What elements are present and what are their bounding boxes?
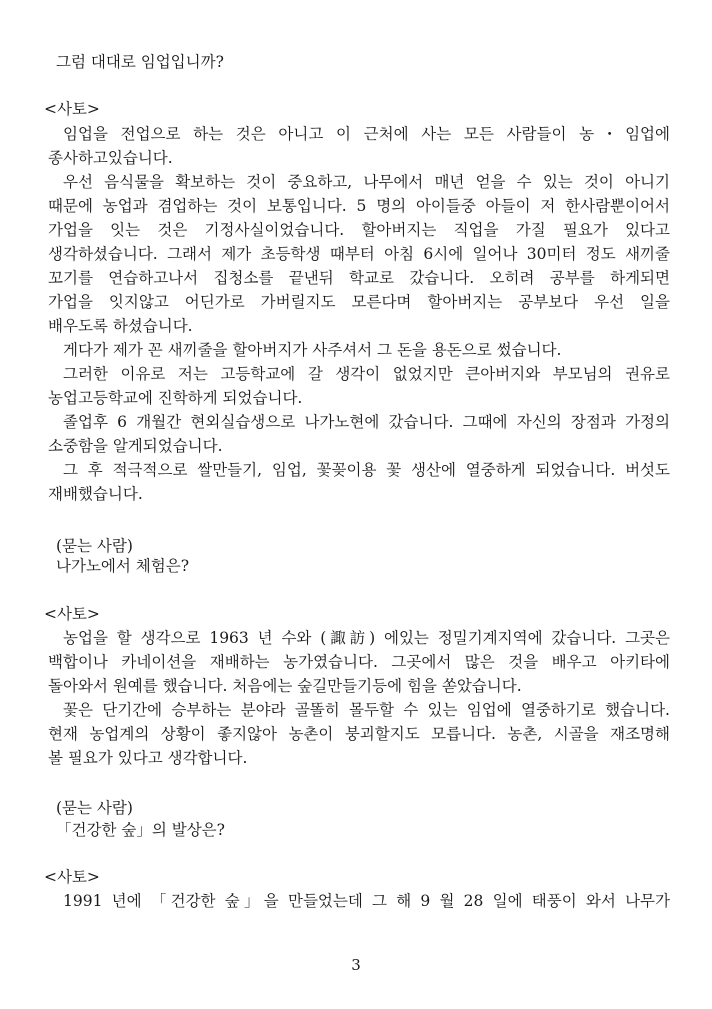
answer-line: 졸업후 6 개월간 현외실습생으로 나가노현에 갔습니다. 그때에 자신의 장점과 가정의 xyxy=(63,413,670,431)
page-number: 3 xyxy=(351,956,361,974)
question-text: 그럼 대대로 임업입니까? xyxy=(56,53,224,71)
answer-line: 그러한 이유로 저는 고등학교에 갈 생각이 없었지만 큰아버지와 부모님의 권유로 xyxy=(63,365,670,383)
speaker-label: <사토> xyxy=(44,868,100,886)
answer-line: 소중함을 알게되었습니다. xyxy=(48,437,223,455)
answer-line: 배우도록 하셨습니다. xyxy=(48,317,193,335)
answer-line: 임업을 전업으로 하는 것은 아니고 이 근처에 사는 모든 사람들이 농・임업에 xyxy=(63,125,670,143)
answer-line: 꼬기를 연습하고나서 집청소를 끝낸뒤 학교로 갔습니다. 오히려 공부를 하게되면 xyxy=(48,269,670,287)
answer-line: 농업을 할 생각으로 1963 년 수와 (諏訪) 에있는 정밀기계지역에 갔습니다. 그곳은 xyxy=(63,629,670,647)
question-text: 나가노에서 체험은? xyxy=(56,557,190,575)
answer-line: 그 후 적극적으로 쌀만들기, 임업, 꽃꽂이용 꽃 생산에 열중하게 되었습니다. 버섯도 xyxy=(63,461,670,479)
answer-line: 현재 농업계의 상황이 좋지않아 농촌이 붕괴할지도 모릅니다. 농촌, 시골을 재조명해 xyxy=(48,725,670,743)
answer-line: 재배했습니다. xyxy=(48,485,143,503)
question-text: 「건강한 숲」의 발상은? xyxy=(56,821,225,839)
answer-line: 게다가 제가 꼰 새끼줄을 할아버지가 사주셔서 그 돈을 용돈으로 썼습니다. xyxy=(63,341,562,359)
answer-line: 꽃은 단기간에 승부하는 분야라 골똘히 몰두할 수 있는 임업에 열중하기로 했습니다. xyxy=(63,701,670,719)
answer-line: 백합이나 카네이션을 재배하는 농가였습니다. 그곳에서 많은 것을 배우고 아키타에 xyxy=(48,653,670,671)
answer-line: 때문에 농업과 겸업하는 것이 보통입니다. 5 명의 아이들중 아들이 저 한사람뿐이어서 xyxy=(48,197,670,215)
answer-line: 볼 필요가 있다고 생각합니다. xyxy=(48,749,248,767)
speaker-label: <사토> xyxy=(44,605,100,623)
answer-line: 가업을 잇지않고 어딘가로 가버릴지도 모른다며 할아버지는 공부보다 우선 일을 xyxy=(48,293,670,311)
answer-line: 종사하고있습니다. xyxy=(48,149,173,167)
speaker-label: <사토> xyxy=(44,100,100,118)
answer-line: 1991 년에 「건강한 숲」을 만들었는데 그 해 9 월 28 일에 태풍이 와서 나무가 xyxy=(63,892,670,910)
answer-line: 가업을 잇는 것은 기정사실이었습니다. 할아버지는 직업을 가질 필요가 있다고 xyxy=(48,221,670,239)
answer-line: 농업고등학교에 진학하게 되었습니다. xyxy=(48,389,303,407)
answer-line: 우선 음식물을 확보하는 것이 중요하고, 나무에서 매년 얻을 수 있는 것이 아니기 xyxy=(63,173,670,191)
answer-line: 생각하셨습니다. 그래서 제가 초등학생 때부터 아침 6시에 일어나 30미터 정도 새끼줄 xyxy=(48,245,670,263)
asker-label: (묻는 사람) xyxy=(56,799,133,817)
asker-label: (묻는 사람) xyxy=(56,537,133,555)
answer-line: 돌아와서 원예를 했습니다. 처음에는 숲길만들기등에 힘을 쏟았습니다. xyxy=(48,677,522,695)
